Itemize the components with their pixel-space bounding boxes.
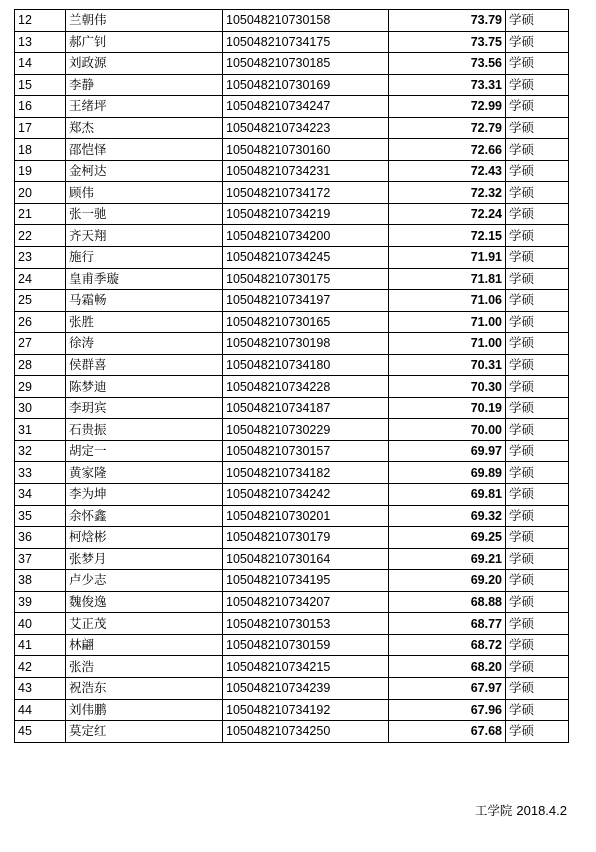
score-cell: 70.30 xyxy=(389,376,506,398)
exam-id-cell: 105048210730164 xyxy=(223,548,389,570)
score-cell: 69.21 xyxy=(389,548,506,570)
degree-type-cell: 学硕 xyxy=(506,74,569,96)
results-table xyxy=(14,9,569,743)
name-cell: 施行 xyxy=(66,247,223,269)
table-row xyxy=(15,548,569,570)
score-cell: 72.66 xyxy=(389,139,506,161)
score-cell: 69.32 xyxy=(389,505,506,527)
score-cell: 71.06 xyxy=(389,290,506,312)
score-cell: 68.20 xyxy=(389,656,506,678)
score-cell: 68.88 xyxy=(389,591,506,613)
degree-type-cell: 学硕 xyxy=(506,419,569,441)
exam-id-cell: 105048210734172 xyxy=(223,182,389,204)
table-row xyxy=(15,613,569,635)
degree-type-cell: 学硕 xyxy=(506,333,569,355)
degree-type-cell: 学硕 xyxy=(506,10,569,32)
name-cell: 邵恺怿 xyxy=(66,139,223,161)
footer-date: 2018.4.2 xyxy=(516,803,567,818)
name-cell: 顾伟 xyxy=(66,182,223,204)
table-row xyxy=(15,225,569,247)
degree-type-cell: 学硕 xyxy=(506,699,569,721)
exam-id-cell: 105048210730157 xyxy=(223,440,389,462)
table-row xyxy=(15,440,569,462)
name-cell: 李静 xyxy=(66,74,223,96)
name-cell: 艾正茂 xyxy=(66,613,223,635)
degree-type-cell: 学硕 xyxy=(506,53,569,75)
table-row xyxy=(15,139,569,161)
degree-type-cell: 学硕 xyxy=(506,182,569,204)
name-cell: 侯群喜 xyxy=(66,354,223,376)
rank-cell: 29 xyxy=(15,376,66,398)
degree-type-cell: 学硕 xyxy=(506,203,569,225)
exam-id-cell: 105048210734207 xyxy=(223,591,389,613)
footer-org: 工学院 xyxy=(474,803,513,818)
footer-signature xyxy=(475,803,567,819)
rank-cell: 27 xyxy=(15,333,66,355)
degree-type-cell: 学硕 xyxy=(506,656,569,678)
rank-cell: 20 xyxy=(15,182,66,204)
rank-cell: 12 xyxy=(15,10,66,32)
table-row xyxy=(15,74,569,96)
rank-cell: 25 xyxy=(15,290,66,312)
score-cell: 73.31 xyxy=(389,74,506,96)
exam-id-cell: 105048210730158 xyxy=(223,10,389,32)
name-cell: 王绪坪 xyxy=(66,96,223,118)
rank-cell: 24 xyxy=(15,268,66,290)
exam-id-cell: 105048210734228 xyxy=(223,376,389,398)
table-row xyxy=(15,160,569,182)
table-row xyxy=(15,419,569,441)
rank-cell: 13 xyxy=(15,31,66,53)
exam-id-cell: 105048210730160 xyxy=(223,139,389,161)
table-row xyxy=(15,117,569,139)
rank-cell: 43 xyxy=(15,677,66,699)
score-cell: 70.19 xyxy=(389,397,506,419)
rank-cell: 39 xyxy=(15,591,66,613)
degree-type-cell: 学硕 xyxy=(506,247,569,269)
name-cell: 徐涛 xyxy=(66,333,223,355)
table-row xyxy=(15,376,569,398)
score-cell: 67.97 xyxy=(389,677,506,699)
rank-cell: 30 xyxy=(15,397,66,419)
name-cell: 张一驰 xyxy=(66,203,223,225)
table-row xyxy=(15,354,569,376)
table-row xyxy=(15,10,569,32)
rank-cell: 18 xyxy=(15,139,66,161)
degree-type-cell: 学硕 xyxy=(506,160,569,182)
table-row xyxy=(15,397,569,419)
score-cell: 72.79 xyxy=(389,117,506,139)
table-row xyxy=(15,677,569,699)
degree-type-cell: 学硕 xyxy=(506,290,569,312)
name-cell: 胡定一 xyxy=(66,440,223,462)
score-cell: 71.00 xyxy=(389,311,506,333)
name-cell: 李玥宾 xyxy=(66,397,223,419)
table-row xyxy=(15,484,569,506)
score-cell: 70.00 xyxy=(389,419,506,441)
degree-type-cell: 学硕 xyxy=(506,96,569,118)
exam-id-cell: 105048210734247 xyxy=(223,96,389,118)
degree-type-cell: 学硕 xyxy=(506,527,569,549)
name-cell: 祝浩东 xyxy=(66,677,223,699)
degree-type-cell: 学硕 xyxy=(506,397,569,419)
exam-id-cell: 105048210730175 xyxy=(223,268,389,290)
degree-type-cell: 学硕 xyxy=(506,591,569,613)
name-cell: 余怀鑫 xyxy=(66,505,223,527)
degree-type-cell: 学硕 xyxy=(506,311,569,333)
score-cell: 72.24 xyxy=(389,203,506,225)
score-cell: 68.72 xyxy=(389,634,506,656)
exam-id-cell: 105048210734239 xyxy=(223,677,389,699)
name-cell: 兰朝伟 xyxy=(66,10,223,32)
degree-type-cell: 学硕 xyxy=(506,268,569,290)
table-row xyxy=(15,699,569,721)
exam-id-cell: 105048210734250 xyxy=(223,721,389,743)
exam-id-cell: 105048210734223 xyxy=(223,117,389,139)
degree-type-cell: 学硕 xyxy=(506,462,569,484)
degree-type-cell: 学硕 xyxy=(506,440,569,462)
exam-id-cell: 105048210734215 xyxy=(223,656,389,678)
name-cell: 李为坤 xyxy=(66,484,223,506)
rank-cell: 40 xyxy=(15,613,66,635)
exam-id-cell: 105048210730165 xyxy=(223,311,389,333)
exam-id-cell: 105048210730159 xyxy=(223,634,389,656)
rank-cell: 19 xyxy=(15,160,66,182)
name-cell: 陈梦迪 xyxy=(66,376,223,398)
rank-cell: 37 xyxy=(15,548,66,570)
rank-cell: 16 xyxy=(15,96,66,118)
name-cell: 张胜 xyxy=(66,311,223,333)
score-cell: 69.97 xyxy=(389,440,506,462)
exam-id-cell: 105048210730198 xyxy=(223,333,389,355)
table-row xyxy=(15,591,569,613)
degree-type-cell: 学硕 xyxy=(506,117,569,139)
exam-id-cell: 105048210734200 xyxy=(223,225,389,247)
rank-cell: 32 xyxy=(15,440,66,462)
name-cell: 卢少志 xyxy=(66,570,223,592)
score-cell: 72.32 xyxy=(389,182,506,204)
name-cell: 郑杰 xyxy=(66,117,223,139)
score-cell: 68.77 xyxy=(389,613,506,635)
score-cell: 71.00 xyxy=(389,333,506,355)
score-cell: 71.81 xyxy=(389,268,506,290)
table-row xyxy=(15,634,569,656)
table-row xyxy=(15,53,569,75)
degree-type-cell: 学硕 xyxy=(506,613,569,635)
exam-id-cell: 105048210730185 xyxy=(223,53,389,75)
exam-id-cell: 105048210734182 xyxy=(223,462,389,484)
table-row xyxy=(15,505,569,527)
exam-id-cell: 105048210730201 xyxy=(223,505,389,527)
degree-type-cell: 学硕 xyxy=(506,634,569,656)
rank-cell: 34 xyxy=(15,484,66,506)
score-cell: 67.68 xyxy=(389,721,506,743)
score-cell: 69.25 xyxy=(389,527,506,549)
name-cell: 莫定红 xyxy=(66,721,223,743)
score-cell: 67.96 xyxy=(389,699,506,721)
exam-id-cell: 105048210730153 xyxy=(223,613,389,635)
table-row xyxy=(15,527,569,549)
table-row xyxy=(15,268,569,290)
name-cell: 马霜畅 xyxy=(66,290,223,312)
rank-cell: 33 xyxy=(15,462,66,484)
score-cell: 73.79 xyxy=(389,10,506,32)
name-cell: 石贵振 xyxy=(66,419,223,441)
rank-cell: 45 xyxy=(15,721,66,743)
table-row xyxy=(15,570,569,592)
degree-type-cell: 学硕 xyxy=(506,31,569,53)
name-cell: 郝广钊 xyxy=(66,31,223,53)
degree-type-cell: 学硕 xyxy=(506,721,569,743)
score-cell: 72.99 xyxy=(389,96,506,118)
exam-id-cell: 105048210734195 xyxy=(223,570,389,592)
degree-type-cell: 学硕 xyxy=(506,139,569,161)
score-cell: 69.20 xyxy=(389,570,506,592)
degree-type-cell: 学硕 xyxy=(506,484,569,506)
name-cell: 张梦月 xyxy=(66,548,223,570)
exam-id-cell: 105048210734242 xyxy=(223,484,389,506)
name-cell: 魏俊逸 xyxy=(66,591,223,613)
name-cell: 刘伟鹏 xyxy=(66,699,223,721)
rank-cell: 22 xyxy=(15,225,66,247)
exam-id-cell: 105048210734197 xyxy=(223,290,389,312)
table-row xyxy=(15,462,569,484)
table-row xyxy=(15,182,569,204)
rank-cell: 17 xyxy=(15,117,66,139)
degree-type-cell: 学硕 xyxy=(506,225,569,247)
rank-cell: 28 xyxy=(15,354,66,376)
name-cell: 张浩 xyxy=(66,656,223,678)
rank-cell: 14 xyxy=(15,53,66,75)
degree-type-cell: 学硕 xyxy=(506,376,569,398)
table-row xyxy=(15,721,569,743)
exam-id-cell: 105048210734175 xyxy=(223,31,389,53)
degree-type-cell: 学硕 xyxy=(506,354,569,376)
name-cell: 林翩 xyxy=(66,634,223,656)
table-row xyxy=(15,311,569,333)
table-row xyxy=(15,290,569,312)
score-cell: 72.43 xyxy=(389,160,506,182)
results-table-body xyxy=(15,10,569,743)
name-cell: 皇甫季璇 xyxy=(66,268,223,290)
rank-cell: 23 xyxy=(15,247,66,269)
degree-type-cell: 学硕 xyxy=(506,505,569,527)
name-cell: 金柯达 xyxy=(66,160,223,182)
exam-id-cell: 105048210734180 xyxy=(223,354,389,376)
degree-type-cell: 学硕 xyxy=(506,677,569,699)
exam-id-cell: 105048210734231 xyxy=(223,160,389,182)
name-cell: 刘政源 xyxy=(66,53,223,75)
exam-id-cell: 105048210734192 xyxy=(223,699,389,721)
rank-cell: 44 xyxy=(15,699,66,721)
score-cell: 73.56 xyxy=(389,53,506,75)
exam-id-cell: 105048210730229 xyxy=(223,419,389,441)
rank-cell: 31 xyxy=(15,419,66,441)
exam-id-cell: 105048210730179 xyxy=(223,527,389,549)
rank-cell: 26 xyxy=(15,311,66,333)
name-cell: 黄家隆 xyxy=(66,462,223,484)
table-row xyxy=(15,203,569,225)
score-cell: 69.81 xyxy=(389,484,506,506)
degree-type-cell: 学硕 xyxy=(506,570,569,592)
table-row xyxy=(15,247,569,269)
exam-id-cell: 105048210734219 xyxy=(223,203,389,225)
name-cell: 柯焓彬 xyxy=(66,527,223,549)
exam-id-cell: 105048210730169 xyxy=(223,74,389,96)
table-row xyxy=(15,31,569,53)
score-cell: 73.75 xyxy=(389,31,506,53)
score-cell: 72.15 xyxy=(389,225,506,247)
table-row xyxy=(15,333,569,355)
rank-cell: 36 xyxy=(15,527,66,549)
degree-type-cell: 学硕 xyxy=(506,548,569,570)
rank-cell: 41 xyxy=(15,634,66,656)
table-row xyxy=(15,96,569,118)
score-cell: 70.31 xyxy=(389,354,506,376)
exam-id-cell: 105048210734245 xyxy=(223,247,389,269)
rank-cell: 15 xyxy=(15,74,66,96)
name-cell: 齐天翔 xyxy=(66,225,223,247)
score-cell: 69.89 xyxy=(389,462,506,484)
rank-cell: 35 xyxy=(15,505,66,527)
table-row xyxy=(15,656,569,678)
exam-id-cell: 105048210734187 xyxy=(223,397,389,419)
rank-cell: 21 xyxy=(15,203,66,225)
rank-cell: 38 xyxy=(15,570,66,592)
rank-cell: 42 xyxy=(15,656,66,678)
score-cell: 71.91 xyxy=(389,247,506,269)
